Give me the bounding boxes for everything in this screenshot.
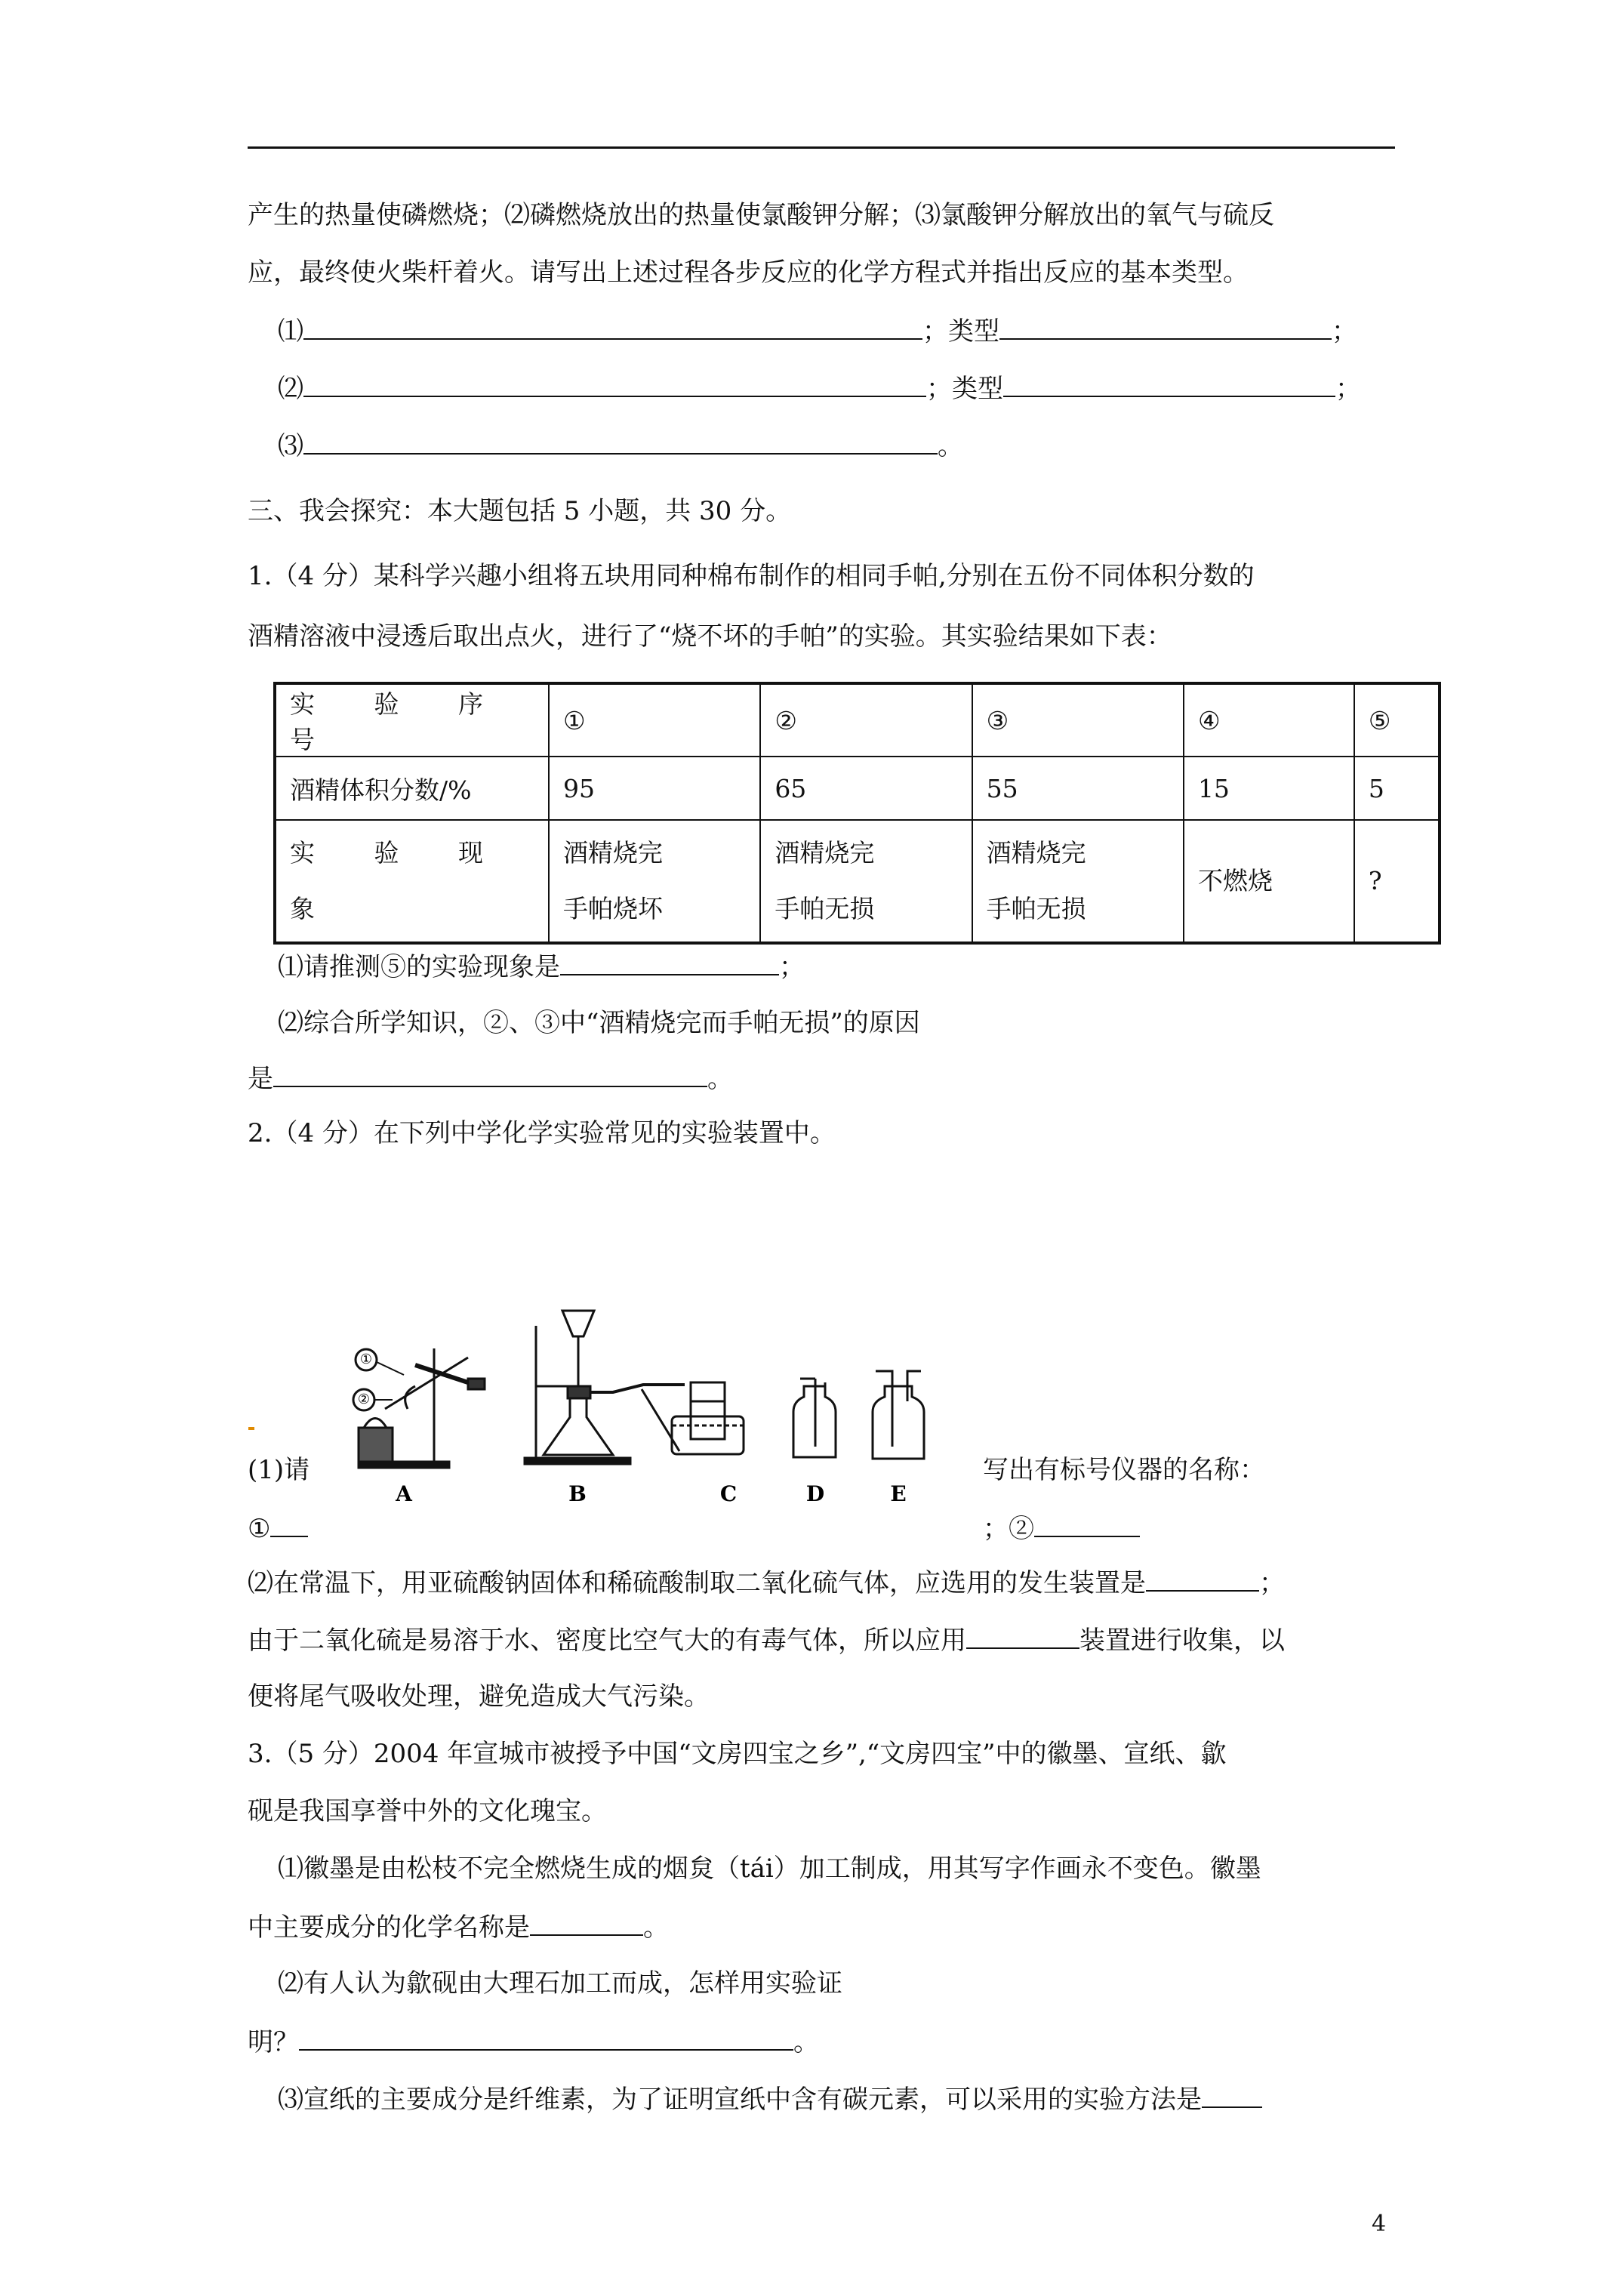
- row-header-sequence: [275, 683, 549, 757]
- q3-sub1-line-2: [248, 1909, 669, 1945]
- stray-mark: [248, 1427, 254, 1430]
- phenomenon-text: 酒精烧完: [986, 838, 1086, 868]
- phenomenon-text: 手帕烧坏: [563, 894, 663, 923]
- q1-sub1-text: ⑴请推测⑤的实验现象是: [278, 952, 560, 982]
- answer-line-1: [278, 313, 1357, 349]
- answer-line-3: [278, 427, 963, 464]
- apparatus-label-a: A: [396, 1481, 412, 1506]
- table-cell: 不燃烧: [1184, 820, 1354, 943]
- apparatus-a: [353, 1348, 485, 1468]
- lab-apparatus-figure: [317, 1303, 966, 1507]
- q1-sub1-end: ；: [779, 952, 805, 982]
- prev-question-line-2: 应，最终使火柴杆着火。请写出上述过程各步反应的化学方程式并指出反应的基本类型。: [248, 257, 1249, 288]
- table-cell: ①: [549, 683, 760, 757]
- q2-sub2-device-blank[interactable]: [1146, 1564, 1259, 1592]
- answer-3-end: 。: [938, 431, 963, 461]
- answer-2-type-label: ；类型: [926, 374, 1003, 404]
- q2-label-2: ；②: [983, 1514, 1034, 1544]
- q3-sub2-prefix: 明？: [248, 2027, 299, 2057]
- q3-sub2-line-1: ⑵有人认为歙砚由大理石加工而成，怎样用实验证: [278, 1968, 842, 1999]
- q2-sub1-lead: (1)请: [248, 1455, 310, 1485]
- table-cell: ④: [1184, 683, 1354, 757]
- q2-sub2-line-2: [248, 1622, 1285, 1658]
- table-cell: ③: [972, 683, 1184, 757]
- q2-label-1-blank[interactable]: [270, 1510, 308, 1537]
- table-cell: ⑤: [1354, 683, 1440, 757]
- q1-sub1-blank[interactable]: [560, 948, 779, 975]
- q1-line-1: 1.（4 分）某科学兴趣小组将五块用同种棉布制作的相同手帕,分别在五份不同体积分数的: [248, 561, 1255, 591]
- row-header-phenomenon-text: 实 验 现 象: [290, 838, 509, 923]
- q3-sub1-line-1: ⑴徽墨是由松枝不完全燃烧生成的烟炱（tái）加工制成，用其写字作画永不变色。徽墨: [278, 1854, 1261, 1884]
- table-cell: ②: [760, 683, 972, 757]
- q3-sub2-end: 。: [793, 2027, 819, 2057]
- answer-2-type-blank[interactable]: [1003, 370, 1335, 397]
- header-rule: [248, 146, 1395, 149]
- table-cell: [760, 820, 972, 943]
- apparatus-c: [642, 1382, 744, 1454]
- phenomenon-text: 酒精烧完: [775, 838, 875, 868]
- q1-line-2: 酒精溶液中浸透后取出点火，进行了“烧不坏的手帕”的实验。其实验结果如下表：: [248, 621, 1172, 652]
- q1-sub2-line-1: ⑵综合所学知识，②、③中“酒精烧完而手帕无损”的原因: [278, 1008, 920, 1038]
- q2-sub2-line-1-end: ；: [1259, 1568, 1285, 1598]
- table-cell: 15: [1184, 757, 1354, 820]
- table-row-sequence: [275, 683, 1440, 757]
- q2-line-1: 2.（4 分）在下列中学化学实验常见的实验装置中。: [248, 1118, 836, 1148]
- answer-3-label: ⑶: [278, 431, 303, 461]
- row-header-phenomenon: [275, 820, 549, 943]
- table-cell: [549, 820, 760, 943]
- q1-sub2-end: 。: [707, 1064, 733, 1094]
- q1-sub2-blank[interactable]: [273, 1060, 707, 1087]
- q2-sub2-line-1: [248, 1564, 1285, 1601]
- q3-sub3-line-1: [278, 2081, 1262, 2117]
- apparatus-part-label-1: ①: [359, 1351, 373, 1367]
- q3-sub1-line-2-text: 中主要成分的化学名称是: [248, 1912, 530, 1943]
- row-header-sequence-text: 实 验 序 号: [290, 689, 509, 754]
- table-cell: 5: [1354, 757, 1440, 820]
- apparatus-b: [525, 1311, 685, 1464]
- answer-line-2: [278, 370, 1361, 406]
- q1-sub2-prefix: 是: [248, 1064, 273, 1094]
- q2-label-1: ①: [248, 1514, 271, 1544]
- answer-2-equation-blank[interactable]: [303, 370, 926, 397]
- answer-2-end: ；: [1335, 374, 1361, 404]
- answer-1-end: ；: [1332, 316, 1357, 347]
- answer-2-label: ⑵: [278, 374, 303, 404]
- phenomenon-text: 手帕无损: [986, 894, 1086, 923]
- q3-sub1-end: 。: [643, 1912, 669, 1943]
- q2-sub2-line-1-text: ⑵在常温下，用亚硫酸钠固体和稀硫酸制取二氧化硫气体，应选用的发生装置是: [248, 1568, 1146, 1598]
- table-cell: 55: [972, 757, 1184, 820]
- q2-sub2-collect-blank[interactable]: [966, 1622, 1079, 1649]
- table-cell: 95: [549, 757, 760, 820]
- q3-sub3-text: ⑶宣纸的主要成分是纤维素，为了证明宣纸中含有碳元素，可以采用的实验方法是: [278, 2085, 1202, 2115]
- q2-sub2-line-3: 便将尾气吸收处理，避免造成大气污染。: [248, 1681, 710, 1712]
- table-row-fraction: [275, 757, 1440, 820]
- answer-1-label: ⑴: [278, 316, 303, 347]
- q1-sub2-line-2: [248, 1060, 733, 1096]
- q2-label-1-line: [248, 1510, 308, 1546]
- apparatus-label-e: E: [890, 1481, 907, 1506]
- experiment-results-table: [273, 682, 1441, 945]
- answer-1-type-blank[interactable]: [999, 313, 1332, 340]
- phenomenon-text: 手帕无损: [775, 894, 875, 923]
- answer-1-type-label: ；类型: [922, 316, 999, 347]
- q3-sub1-blank[interactable]: [530, 1909, 643, 1936]
- q3-line-2: 砚是我国享誉中外的文化瑰宝。: [248, 1796, 607, 1826]
- apparatus-d: [793, 1379, 836, 1457]
- page-number: 4: [1372, 2211, 1387, 2237]
- q3-sub2-blank[interactable]: [299, 2023, 793, 2051]
- table-cell: 65: [760, 757, 972, 820]
- table-cell: ?: [1354, 820, 1440, 943]
- q3-sub3-blank[interactable]: [1202, 2081, 1262, 2108]
- answer-3-equation-blank[interactable]: [303, 427, 938, 455]
- q2-sub1-tail: 写出有标号仪器的名称：: [983, 1455, 1265, 1485]
- table-cell: [972, 820, 1184, 943]
- table-row-phenomenon: [275, 820, 1440, 943]
- q1-sub1: [278, 948, 805, 985]
- q2-label-2-line: [983, 1510, 1140, 1546]
- q2-sub2-line-2b: 装置进行收集，以: [1079, 1626, 1285, 1656]
- section-title: 三、我会探究：本大题包括 5 小题，共 30 分。: [248, 496, 792, 526]
- apparatus-part-label-2: ②: [357, 1391, 371, 1407]
- phenomenon-text: 酒精烧完: [563, 838, 663, 868]
- apparatus-label-d: D: [805, 1481, 825, 1506]
- apparatus-label-c: C: [719, 1481, 738, 1506]
- q3-line-1: 3.（5 分）2004 年宣城市被授予中国“文房四宝之乡”,“文房四宝”中的徽墨、宣纸、歙: [248, 1739, 1227, 1769]
- q2-label-2-blank[interactable]: [1034, 1510, 1140, 1537]
- q2-sub2-line-2a: 由于二氧化硫是易溶于水、密度比空气大的有毒气体，所以应用: [248, 1626, 966, 1656]
- prev-question-line-1: 产生的热量使磷燃烧；⑵磷燃烧放出的热量使氯酸钾分解；⑶氯酸钾分解放出的氧气与硫反: [248, 200, 1274, 230]
- apparatus-label-b: B: [568, 1481, 587, 1506]
- q3-sub2-line-2: [248, 2023, 819, 2060]
- row-header-fraction: 酒精体积分数/%: [275, 757, 549, 820]
- apparatus-e: [873, 1371, 924, 1459]
- answer-1-equation-blank[interactable]: [303, 313, 922, 340]
